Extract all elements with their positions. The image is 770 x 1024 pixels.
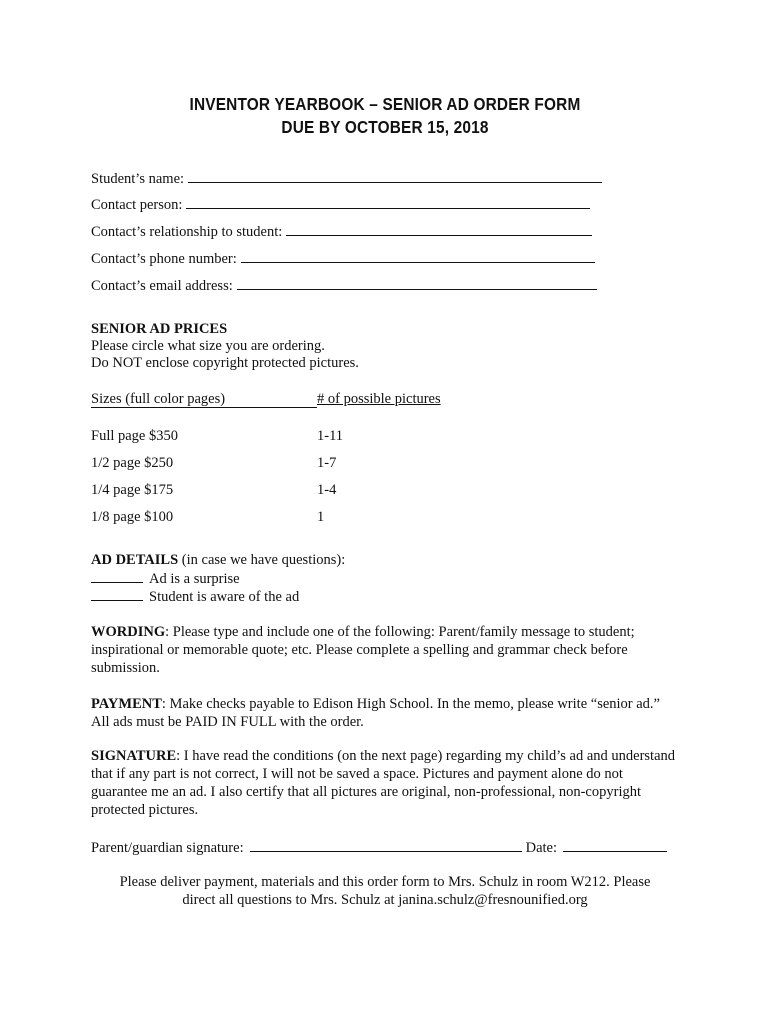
contact-email-field[interactable] [91, 275, 597, 295]
price-row-size[interactable]: Full page $350 [91, 428, 178, 444]
signature-line[interactable] [250, 837, 522, 852]
title-line-1: INVENTOR YEARBOOK – SENIOR AD ORDER FORM [189, 94, 581, 114]
contact-phone-field[interactable] [91, 248, 595, 268]
aware-blank[interactable] [91, 587, 143, 601]
price-row-size[interactable]: 1/4 page $175 [91, 482, 174, 498]
contact-relationship-field[interactable] [91, 221, 592, 241]
price-row-pictures: 1-7 [317, 455, 337, 471]
student-name-field[interactable] [91, 168, 602, 188]
wording-heading: WORDING [91, 624, 166, 640]
prices-note-2: Do NOT enclose copyright protected pictures. [91, 355, 359, 371]
surprise-blank[interactable] [91, 569, 143, 583]
signature-heading: SIGNATURE [91, 748, 177, 764]
payment-heading: PAYMENT [91, 696, 162, 712]
aware-option[interactable] [91, 587, 299, 606]
prices-heading: SENIOR AD PRICES [91, 321, 228, 337]
footer-line-1: Please deliver payment, materials and this order form to Mrs. Schulz in room W212. Please [119, 874, 651, 890]
title-line-2: DUE BY OCTOBER 15, 2018 [281, 117, 489, 137]
student-name-line[interactable] [188, 168, 602, 183]
signature-text: : I have read the conditions (on the next page) regarding my child’s ad and understand that if any part is not correct, I will not be saved a space. Pictures and payment alone do not guarantee me an ad. I also certify that all pictures are original, non-professional, non-copyright protected pictures. [91, 748, 676, 819]
date-label: Date: [525, 840, 558, 856]
signature-label: Parent/guardian signature: [91, 840, 244, 856]
contact-email-label: Contact’s email address: [91, 278, 233, 294]
details-heading-line [91, 551, 345, 569]
price-row-pictures: 1-11 [317, 428, 344, 444]
form-title [46, 93, 724, 139]
student-name-label: Student’s name: [91, 171, 185, 187]
price-row-pictures: 1 [317, 509, 325, 525]
contact-phone-label: Contact’s phone number: [91, 251, 237, 267]
price-row-size[interactable]: 1/2 page $250 [91, 455, 174, 471]
wording-paragraph [91, 623, 681, 677]
footer-line-2: direct all questions to Mrs. Schulz at janina.schulz@fresnounified.org [182, 892, 588, 908]
contact-phone-line[interactable] [241, 248, 595, 263]
col-header-size-text: Sizes (full color pages) [91, 391, 226, 407]
signature-field[interactable] [91, 837, 667, 857]
details-heading-note: (in case we have questions): [178, 552, 346, 568]
contact-relationship-label: Contact’s relationship to student: [91, 224, 283, 240]
surprise-option[interactable] [91, 569, 240, 588]
contact-relationship-line[interactable] [286, 221, 592, 236]
surprise-label: Ad is a surprise [149, 571, 240, 587]
details-heading: AD DETAILS [91, 552, 179, 568]
contact-person-field[interactable] [91, 194, 590, 214]
prices-note-1: Please circle what size you are ordering. [91, 338, 325, 354]
signature-paragraph [91, 747, 681, 820]
col-header-size [91, 391, 317, 408]
contact-email-line[interactable] [237, 275, 597, 290]
payment-text: : Make checks payable to Edison High School. In the memo, please write “senior ad.” All ads must be PAID IN FULL with the order. [91, 696, 660, 731]
price-row-size[interactable]: 1/8 page $100 [91, 509, 174, 525]
contact-person-line[interactable] [186, 194, 590, 209]
col-header-pictures: # of possible pictures [317, 391, 441, 407]
aware-label: Student is aware of the ad [149, 589, 300, 605]
payment-paragraph [91, 695, 681, 731]
contact-person-label: Contact person: [91, 197, 183, 213]
price-row-pictures: 1-4 [317, 482, 337, 498]
wording-text: : Please type and include one of the following: Parent/family message to student; inspirational or memorable quote; etc. Please complete a spelling and grammar check before submission. [91, 624, 635, 677]
date-line[interactable] [563, 837, 667, 852]
